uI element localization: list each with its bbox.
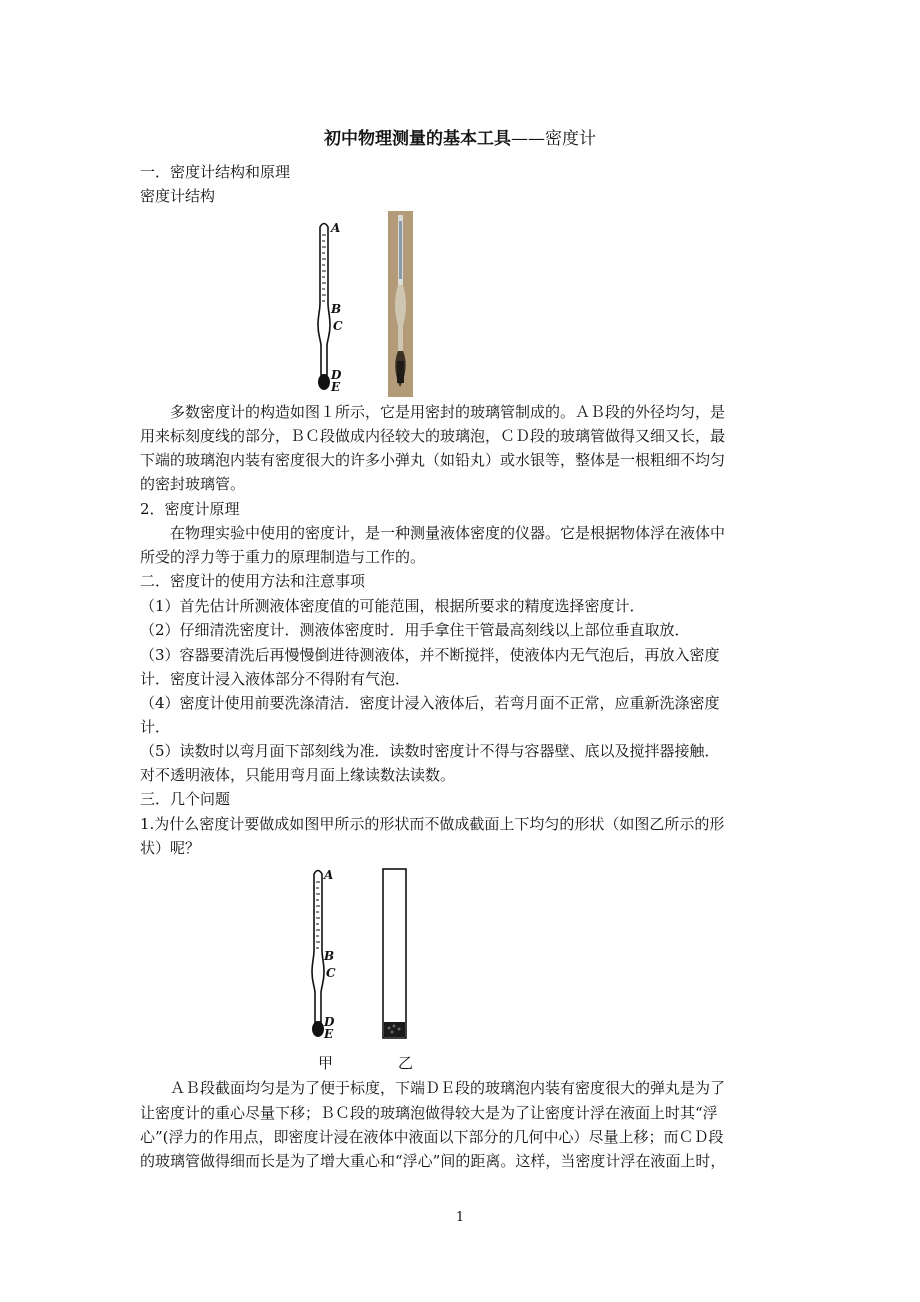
paragraph-2-line-1 — [140, 522, 725, 544]
paragraph-3-line-1 — [140, 1077, 725, 1099]
list-item-continued: 计．密度计浸入液体部分不得附有气泡． — [140, 670, 411, 688]
paragraph-1-line-4: 的密封玻璃管。 — [140, 475, 246, 493]
question-1-line-2: 状）呢？ — [140, 839, 201, 857]
paragraph-3-line-2: 让密度计的重心尽量下移；ＢＣ段的玻璃泡做得较大是为了让密度计浮在液面上时其“浮 — [140, 1104, 718, 1122]
section-1-heading: 一．密度计结构和原理 — [140, 163, 291, 181]
label-a: A — [331, 221, 341, 235]
list-item-continued: 计． — [140, 718, 171, 736]
paragraph-1-line-1 — [140, 401, 725, 423]
paragraph-1-line-2: 用来标刻度线的部分，ＢＣ段做成内径较大的玻璃泡，ＣＤ段的玻璃管做得又细又长，最 — [140, 427, 726, 445]
label-c: C — [333, 319, 343, 333]
list-item: （4）密度计使用前要洗涤清洁．密度计浸入液体后，若弯月面不正常，应重新洗涤密度 — [140, 694, 720, 712]
label-e: E — [331, 380, 341, 394]
section-1-subheading: 密度计结构 — [140, 187, 216, 205]
section-2-heading: 二．密度计的使用方法和注意事项 — [140, 572, 366, 590]
title-suffix: ——密度计 — [511, 129, 596, 149]
label-c: C — [326, 966, 336, 980]
paragraph-2-line-2: 所受的浮力等于重力的原理制造与工作的。 — [140, 548, 426, 566]
label-a: A — [324, 868, 334, 882]
page-title — [0, 124, 920, 149]
label-b: B — [331, 302, 342, 316]
hydrometer-photo — [388, 211, 413, 397]
hydrometer-diagram-1 — [300, 215, 360, 395]
section-1-subheading-2: 2．密度计原理 — [140, 500, 240, 518]
paragraph-3-line-4: 的玻璃管做得细而长是为了增大重心和“浮心”间的距离。这样，当密度计浮在液面上时， — [140, 1152, 726, 1170]
label-e: E — [324, 1027, 334, 1041]
caption-yi: 乙 — [398, 1054, 414, 1072]
list-item: （2）仔细清洗密度计．测液体密度时．用手拿住干管最高刻线以上部位垂直取放． — [140, 621, 690, 639]
label-d: D — [324, 1015, 335, 1029]
label-b: B — [324, 949, 335, 963]
uniform-tube-diagram-yi — [382, 868, 408, 1040]
p3-text-1: ＡＢ段截面均匀是为了便于标度，下端ＤＥ段的玻璃泡内装有密度很大的弹丸是为了 — [170, 1079, 726, 1097]
list-item: （5）读数时以弯月面下部刻线为准．读数时密度计不得与容器壁、底以及搅拌器接触． — [140, 742, 720, 760]
caption-jia: 甲 — [318, 1054, 334, 1072]
p1-text-1: 多数密度计的构造如图１所示，它是用密封的玻璃管制成的。ＡＢ段的外径均匀，是 — [170, 403, 726, 421]
page-number: 1 — [455, 1210, 465, 1225]
list-item: （3）容器要清洗后再慢慢倒进待测液体，并不断搅拌，使液体内无气泡后，再放入密度 — [140, 646, 720, 664]
paragraph-1-line-3: 下端的玻璃泡内装有密度很大的许多小弹丸（如铅丸）或水银等，整体是一根粗细不均匀 — [140, 451, 726, 469]
list-item: （1）首先估计所测液体密度值的可能范围，根据所要求的精度选择密度计． — [140, 597, 645, 615]
question-1-line-1: 1.为什么密度计要做成如图甲所示的形状而不做成截面上下均匀的形状（如图乙所示的形 — [140, 815, 725, 833]
label-d: D — [331, 368, 342, 382]
hydrometer-diagram-jia — [300, 862, 360, 1042]
paragraph-3-line-3: 心”(浮力的作用点，即密度计浸在液体中液面以下部分的几何中心）尽量上移；而ＣＤ段 — [140, 1128, 724, 1146]
section-3-heading: 三．几个问题 — [140, 790, 231, 808]
title-bold: 初中物理测量的基本工具 — [324, 129, 511, 149]
p2-text-1: 在物理实验中使用的密度计，是一种测量液体密度的仪器。它是根据物体浮在液体中 — [170, 524, 726, 542]
list-item-continued: 对不透明液体，只能用弯月面上缘读数法读数。 — [140, 766, 456, 784]
